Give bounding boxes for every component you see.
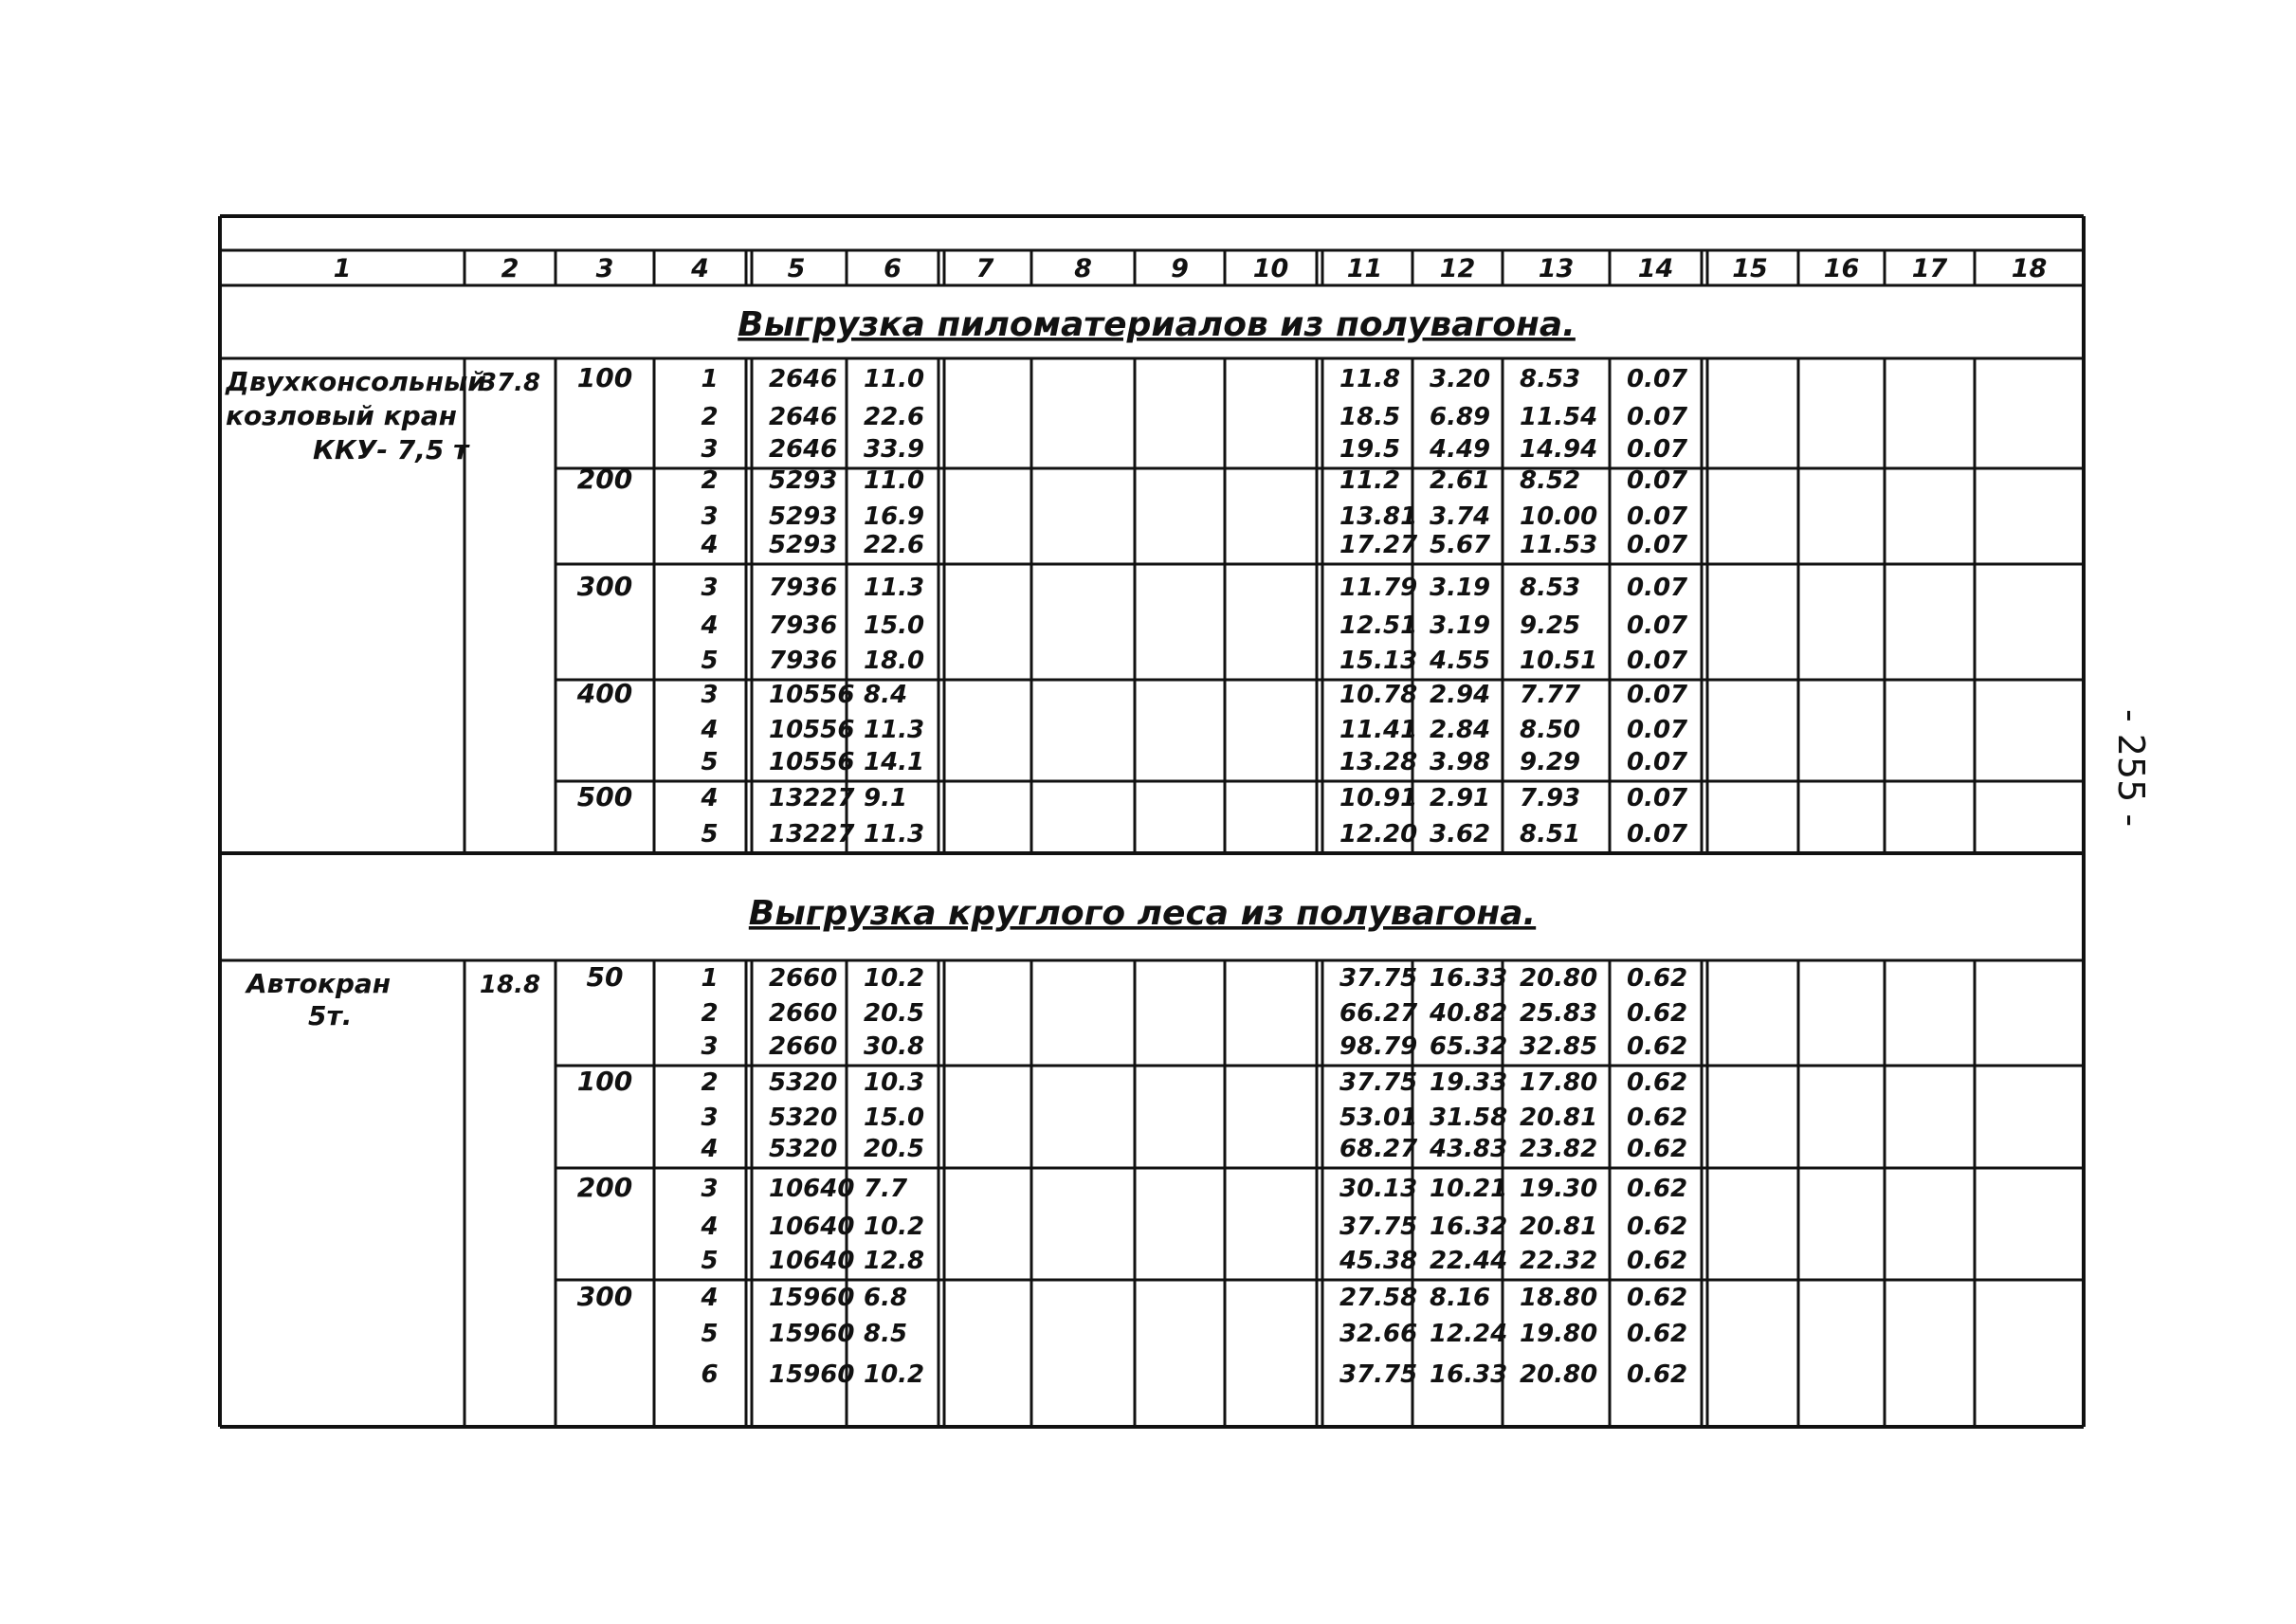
column-number: 5 xyxy=(787,254,806,283)
table-cell-value: 20.81 xyxy=(1520,1213,1598,1241)
table-cell-value: 0.62 xyxy=(1627,999,1688,1028)
table-cell-value: 0.07 xyxy=(1627,748,1688,776)
table-cell-value: 0.07 xyxy=(1627,647,1688,675)
table-cell-value: 2 xyxy=(701,466,719,495)
table-cell-value: 33.9 xyxy=(864,435,925,464)
table-cell-value: 3 xyxy=(701,1175,719,1203)
table-cell-value: 12.20 xyxy=(1339,820,1418,848)
table-cell-value: 10.91 xyxy=(1339,784,1418,812)
table-cell-value: 17.27 xyxy=(1339,531,1418,559)
table-cell-value: 30.13 xyxy=(1339,1175,1418,1203)
table-cell-value: 43.83 xyxy=(1430,1135,1508,1163)
table-cell-value: 11.8 xyxy=(1339,365,1401,393)
table-cell-value: 4 xyxy=(701,784,719,812)
table-cell-value: 37.75 xyxy=(1339,1068,1418,1097)
table-cell-value: 4.55 xyxy=(1430,647,1491,675)
table-cell-value: 3.98 xyxy=(1430,748,1491,776)
batch-size-value: 200 xyxy=(576,1172,633,1203)
table-cell-value: 0.07 xyxy=(1627,435,1688,464)
table-cell-value: 20.5 xyxy=(864,1135,925,1163)
table-cell-value: 8.53 xyxy=(1520,365,1581,393)
table-cell-value: 98.79 xyxy=(1339,1032,1418,1061)
table-cell-value: 3 xyxy=(701,681,719,709)
equipment-label: Автокран xyxy=(246,968,392,999)
table-cell-value: 0.07 xyxy=(1627,502,1688,531)
table-cell-value: 6 xyxy=(701,1360,719,1389)
table-cell-value: 3.20 xyxy=(1430,365,1491,393)
table-cell-value: 0.62 xyxy=(1627,1135,1688,1163)
table-cell-value: 4 xyxy=(701,1135,719,1163)
column-number: 2 xyxy=(501,254,519,283)
table-cell-value: 7.7 xyxy=(864,1175,908,1203)
table-cell-value: 2.61 xyxy=(1430,466,1491,495)
table-cell-value: 0.07 xyxy=(1627,403,1688,431)
table-cell-value: 0.07 xyxy=(1627,466,1688,495)
table-cell-value: 5 xyxy=(701,820,719,848)
table-cell-value: 10640 xyxy=(769,1247,855,1275)
batch-size-value: 200 xyxy=(576,464,633,495)
table-cell-value: 8.53 xyxy=(1520,574,1581,602)
table-cell-value: 15.0 xyxy=(864,611,925,640)
column-number: 10 xyxy=(1252,254,1289,283)
column-number: 3 xyxy=(595,254,614,283)
table-cell-value: 8.52 xyxy=(1520,466,1581,495)
table-cell-value: 65.32 xyxy=(1430,1032,1508,1061)
table-cell-value: 0.62 xyxy=(1627,1032,1688,1061)
table-cell-value: 15960 xyxy=(769,1320,855,1348)
table-cell-value: 0.07 xyxy=(1627,716,1688,744)
page-number-text: - 255 - xyxy=(2110,708,2152,828)
table-cell-value: 32.66 xyxy=(1339,1320,1418,1348)
table-cell-value: 0.62 xyxy=(1627,1068,1688,1097)
table-cell-value: 4 xyxy=(701,1284,719,1312)
column-number: 15 xyxy=(1732,254,1768,283)
table-cell-value: 3.19 xyxy=(1430,574,1491,602)
column-number: 1 xyxy=(333,254,352,283)
table-cell-value: 4.49 xyxy=(1430,435,1491,464)
table-cell-value: 18.0 xyxy=(864,647,925,675)
table-cell-value: 1 xyxy=(701,964,719,993)
table-cell-value: 5293 xyxy=(769,466,838,495)
table-cell-value: 2660 xyxy=(769,999,838,1028)
table-cell-value: 0.62 xyxy=(1627,1104,1688,1132)
table-cell-value: 2 xyxy=(701,1068,719,1097)
batch-size-value: 100 xyxy=(576,362,633,393)
batch-size-value: 300 xyxy=(576,571,633,602)
table-cell-value: 20.5 xyxy=(864,999,925,1028)
table-cell-value: 7936 xyxy=(769,611,838,640)
table-cell-value: 16.33 xyxy=(1430,1360,1508,1389)
table-cell-value: 0.07 xyxy=(1627,820,1688,848)
table-cell-value: 13.28 xyxy=(1339,748,1418,776)
table-cell-value: 8.51 xyxy=(1520,820,1581,848)
table-cell-value: 10556 xyxy=(769,681,855,709)
table-cell-value: 22.44 xyxy=(1430,1247,1508,1275)
table-cell-value: 7.93 xyxy=(1520,784,1581,812)
section-title: Выгрузка круглого леса из полувагона. xyxy=(748,894,1537,933)
table-cell-value: 11.3 xyxy=(864,716,925,744)
table-cell-value: 2646 xyxy=(769,365,838,393)
table-cell-value: 0.62 xyxy=(1627,1284,1688,1312)
table-cell-value: 7936 xyxy=(769,574,838,602)
table-cell-value: 37.75 xyxy=(1339,964,1418,993)
column-number: 16 xyxy=(1823,254,1860,283)
table-cell-value: 5293 xyxy=(769,502,838,531)
table-cell-value: 13.81 xyxy=(1339,502,1418,531)
table-cell-value: 8.5 xyxy=(864,1320,908,1348)
table-cell-value: 30.8 xyxy=(864,1032,925,1061)
table-cell-value: 3 xyxy=(701,435,719,464)
table-cell-value: 15.0 xyxy=(864,1104,925,1132)
table-cell-value: 11.3 xyxy=(864,574,925,602)
table-cell-value: 15960 xyxy=(769,1284,855,1312)
table-cell-value: 4 xyxy=(701,611,719,640)
table-cell-value: 16.9 xyxy=(864,502,925,531)
page-number xyxy=(2098,683,2164,853)
table-cell-value: 11.41 xyxy=(1339,716,1418,744)
table-cell-value: 0.62 xyxy=(1627,1213,1688,1241)
table-cell-value: 10.51 xyxy=(1520,647,1598,675)
table-cell-value: 5320 xyxy=(769,1104,838,1132)
table-cell-value: 5 xyxy=(701,1247,719,1275)
table-cell-value: 8.50 xyxy=(1520,716,1581,744)
table-cell-value: 15960 xyxy=(769,1360,855,1389)
table-cell-value: 0.07 xyxy=(1627,611,1688,640)
table-cell-value: 7.77 xyxy=(1520,681,1581,709)
column-number: 11 xyxy=(1346,254,1383,283)
table-cell-value: 10640 xyxy=(769,1213,855,1241)
table-cell-value: 3 xyxy=(701,502,719,531)
table-cell-value: 14.94 xyxy=(1520,435,1598,464)
table-cell-value: 53.01 xyxy=(1339,1104,1418,1132)
table-cell-value: 0.62 xyxy=(1627,1360,1688,1389)
table-cell-value: 10556 xyxy=(769,748,855,776)
load-rate-value: 18.8 xyxy=(479,971,541,999)
column-number: 7 xyxy=(975,254,994,283)
table-cell-value: 0.62 xyxy=(1627,1247,1688,1275)
table-cell-value: 31.58 xyxy=(1430,1104,1508,1132)
table-cell-value: 12.51 xyxy=(1339,611,1418,640)
table-cell-value: 22.6 xyxy=(864,403,925,431)
table-cell-value: 0.07 xyxy=(1627,531,1688,559)
column-number: 13 xyxy=(1538,254,1575,283)
table-cell-value: 66.27 xyxy=(1339,999,1418,1028)
batch-size-value: 500 xyxy=(576,781,633,812)
table-cell-value: 18.80 xyxy=(1520,1284,1598,1312)
table-cell-value: 17.80 xyxy=(1520,1068,1598,1097)
table-cell-value: 9.1 xyxy=(864,784,908,812)
table-cell-value: 10.2 xyxy=(864,1213,925,1241)
table-cell-value: 0.07 xyxy=(1627,574,1688,602)
table-cell-value: 11.53 xyxy=(1520,531,1598,559)
table-cell-value: 5 xyxy=(701,647,719,675)
table-cell-value: 3 xyxy=(701,1032,719,1061)
table-cell-value: 3.62 xyxy=(1430,820,1491,848)
batch-size-value: 400 xyxy=(576,678,633,709)
table-cell-value: 4 xyxy=(701,1213,719,1241)
table-cell-value: 5 xyxy=(701,1320,719,1348)
table-cell-value: 25.83 xyxy=(1520,999,1598,1028)
table-cell-value: 10.00 xyxy=(1520,502,1598,531)
table-cell-value: 0.07 xyxy=(1627,681,1688,709)
batch-size-value: 50 xyxy=(586,961,624,993)
table-cell-value: 0.62 xyxy=(1627,1320,1688,1348)
table-cell-value: 8.16 xyxy=(1430,1284,1491,1312)
table-cell-value: 2646 xyxy=(769,403,838,431)
table-cell-value: 19.5 xyxy=(1339,435,1401,464)
equipment-label: Двухконсольный xyxy=(226,366,486,397)
table-cell-value: 16.32 xyxy=(1430,1213,1508,1241)
table-cell-value: 27.58 xyxy=(1339,1284,1418,1312)
table-cell-value: 3.19 xyxy=(1430,611,1491,640)
table-cell-value: 10.2 xyxy=(864,964,925,993)
table-cell-value: 10.3 xyxy=(864,1068,925,1097)
table-cell-value: 2660 xyxy=(769,1032,838,1061)
batch-size-value: 300 xyxy=(576,1281,633,1312)
table-cell-value: 11.79 xyxy=(1339,574,1418,602)
table-cell-value: 2646 xyxy=(769,435,838,464)
table-cell-value: 5293 xyxy=(769,531,838,559)
batch-size-value: 100 xyxy=(576,1066,633,1097)
equipment-label: ККУ- 7,5 т xyxy=(313,434,469,465)
table-cell-value: 3.74 xyxy=(1430,502,1491,531)
table-cell-value: 23.82 xyxy=(1520,1135,1598,1163)
column-number: 18 xyxy=(2011,254,2048,283)
table-cell-value: 10556 xyxy=(769,716,855,744)
table-cell-value: 6.89 xyxy=(1430,403,1491,431)
table-cell-value: 2660 xyxy=(769,964,838,993)
table-cell-value: 37.75 xyxy=(1339,1213,1418,1241)
table-cell-value: 0.62 xyxy=(1627,964,1688,993)
table-cell-value: 19.80 xyxy=(1520,1320,1598,1348)
table-cell-value: 68.27 xyxy=(1339,1135,1418,1163)
table-cell-value: 20.81 xyxy=(1520,1104,1598,1132)
column-number: 9 xyxy=(1171,254,1189,283)
table-cell-value: 7936 xyxy=(769,647,838,675)
table-cell-value: 16.33 xyxy=(1430,964,1508,993)
table-cell-value: 20.80 xyxy=(1520,964,1598,993)
column-number: 4 xyxy=(691,254,709,283)
column-number: 6 xyxy=(884,254,902,283)
table-cell-value: 10640 xyxy=(769,1175,855,1203)
column-number: 17 xyxy=(1911,254,1948,283)
table-cell-value: 10.2 xyxy=(864,1360,925,1389)
table-cell-value: 12.8 xyxy=(864,1247,925,1275)
table-cell-value: 10.21 xyxy=(1430,1175,1508,1203)
table-cell-value: 11.2 xyxy=(1339,466,1401,495)
table-cell-value: 20.80 xyxy=(1520,1360,1598,1389)
table-cell-value: 32.85 xyxy=(1520,1032,1598,1061)
table-cell-value: 0.07 xyxy=(1627,784,1688,812)
load-rate-value: 37.8 xyxy=(479,369,541,397)
table-cell-value: 2 xyxy=(701,999,719,1028)
table-cell-value: 4 xyxy=(701,716,719,744)
table-cell-value: 5320 xyxy=(769,1068,838,1097)
column-number: 12 xyxy=(1439,254,1476,283)
equipment-label: 5т. xyxy=(308,1000,353,1031)
table-cell-value: 13227 xyxy=(769,784,855,812)
table-cell-value: 19.30 xyxy=(1520,1175,1598,1203)
table-cell-value: 11.54 xyxy=(1520,403,1598,431)
column-number: 8 xyxy=(1074,254,1092,283)
table-cell-value: 1 xyxy=(701,365,719,393)
table-cell-value: 2.94 xyxy=(1430,681,1491,709)
table-cell-value: 10.78 xyxy=(1339,681,1418,709)
table-cell-value: 15.13 xyxy=(1339,647,1418,675)
table-cell-value: 22.32 xyxy=(1520,1247,1598,1275)
table-cell-value: 2 xyxy=(701,403,719,431)
table-cell-value: 6.8 xyxy=(864,1284,908,1312)
table-cell-value: 2.91 xyxy=(1430,784,1491,812)
column-number: 14 xyxy=(1637,254,1674,283)
table-cell-value: 11.3 xyxy=(864,820,925,848)
table-cell-value: 37.75 xyxy=(1339,1360,1418,1389)
table-cell-value: 19.33 xyxy=(1430,1068,1508,1097)
table-cell-value: 8.4 xyxy=(864,681,908,709)
table-cell-value: 11.0 xyxy=(864,466,925,495)
table-cell-value: 9.29 xyxy=(1520,748,1581,776)
table-cell-value: 40.82 xyxy=(1430,999,1508,1028)
equipment-label: козловый кран xyxy=(226,400,457,431)
table-cell-value: 3 xyxy=(701,1104,719,1132)
table-cell-value: 18.5 xyxy=(1339,403,1401,431)
table-cell-value: 11.0 xyxy=(864,365,925,393)
table-cell-value: 14.1 xyxy=(864,748,925,776)
table-cell-value: 2.84 xyxy=(1430,716,1491,744)
table-cell-value: 0.62 xyxy=(1627,1175,1688,1203)
table-cell-value: 22.6 xyxy=(864,531,925,559)
table-cell-value: 0.07 xyxy=(1627,365,1688,393)
table-cell-value: 5320 xyxy=(769,1135,838,1163)
table-cell-value: 3 xyxy=(701,574,719,602)
table-cell-value: 5 xyxy=(701,748,719,776)
table-cell-value: 13227 xyxy=(769,820,855,848)
table-cell-value: 12.24 xyxy=(1430,1320,1508,1348)
table-cell-value: 9.25 xyxy=(1520,611,1581,640)
table-cell-value: 4 xyxy=(701,531,719,559)
section-title: Выгрузка пиломатериалов из полувагона. xyxy=(738,305,1576,344)
table-cell-value: 45.38 xyxy=(1339,1247,1418,1275)
table-cell-value: 5.67 xyxy=(1430,531,1491,559)
